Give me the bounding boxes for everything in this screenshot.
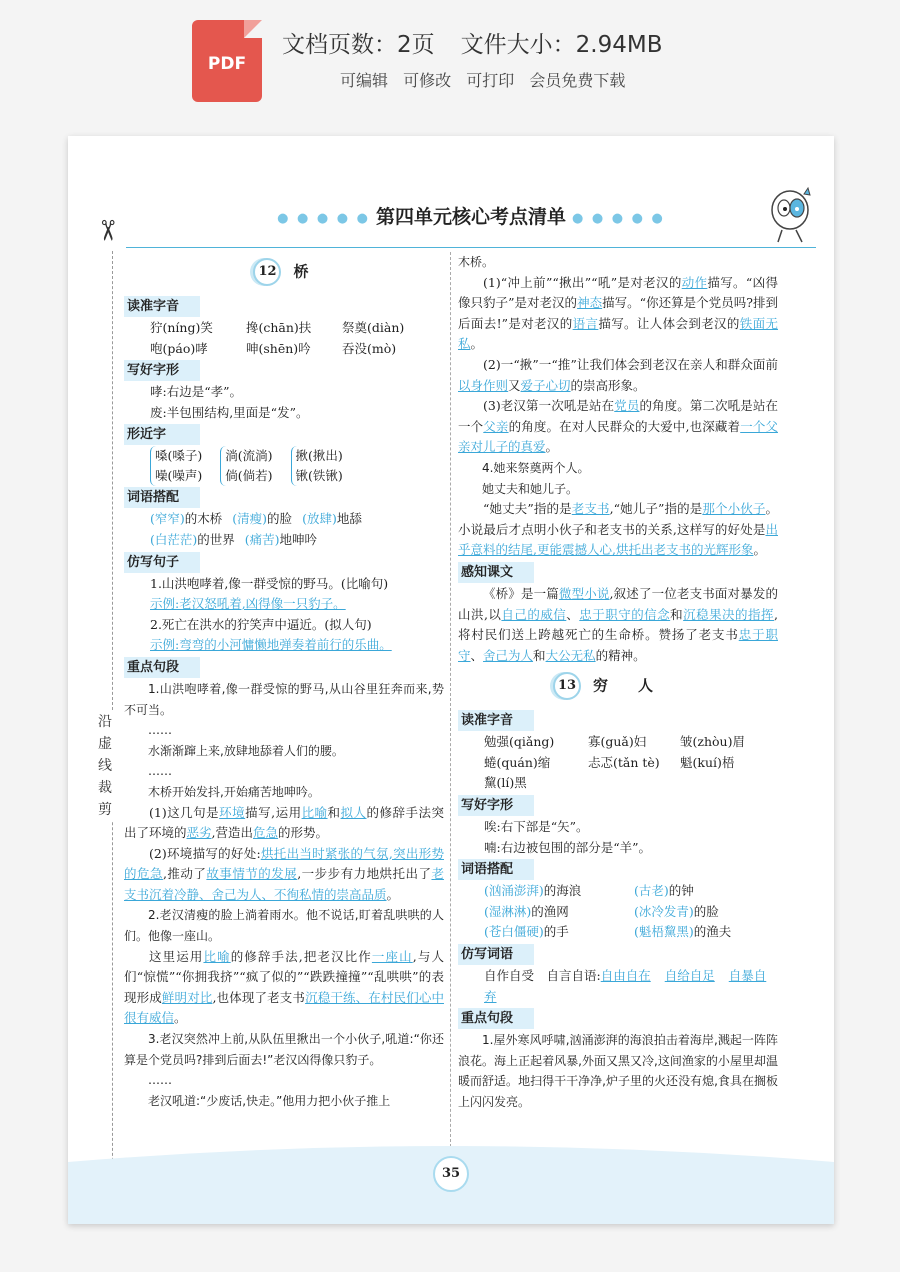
pdf-label: PDF xyxy=(207,54,247,74)
collocation-word: (苍白僵硬) xyxy=(484,924,544,940)
collocation-row xyxy=(124,509,444,530)
key-passage: 木桥开始发抖,开始痛苦地呻吟。 xyxy=(148,784,320,799)
answer-blank: 党员 xyxy=(614,398,640,414)
collocation-row xyxy=(124,530,444,551)
imitation-example: 示例:老汉怒吼着,凶得像一只豹子。 xyxy=(150,596,346,612)
analysis-text: ,与人们“惊慌”“你拥我挤”“疯了似的”“跌跌撞撞”“乱哄哄”的表现形成 xyxy=(124,948,444,1005)
collocation-word: (湿淋淋) xyxy=(484,903,532,919)
collocation-tail: 的脸 xyxy=(267,511,293,527)
analysis-text: ,营造出 xyxy=(211,825,254,841)
glyph-note: 喃:右边被包围的部分是“羊”。 xyxy=(484,839,651,855)
key-passage: 2.老汉清瘦的脸上淌着雨水。他不说话,盯着乱哄哄的人们。他像一座山。 xyxy=(124,908,444,944)
word-example: 自作自受 自言自语: xyxy=(484,968,601,984)
analysis-text: 。小说最后才点明小伙子和老支书的关系,这样写的好处是 xyxy=(458,501,778,537)
similar-item: 倘(倘若) xyxy=(225,468,273,484)
section-text-perception: 感知课文 xyxy=(458,562,534,583)
left-column xyxy=(124,252,444,1111)
answer-blank: 一座山 xyxy=(371,948,413,964)
ellipsis: …… xyxy=(148,723,172,738)
right-column xyxy=(458,252,778,1113)
answer-blank: 比喻 xyxy=(203,948,231,964)
answer-blank: 环境 xyxy=(219,804,246,820)
collocation-tail: 的钟 xyxy=(668,883,694,899)
analysis-text: ,一步步有力地烘托出了 xyxy=(297,866,432,882)
pron-item: 咆(páo)哮 xyxy=(150,340,208,356)
pronunciation-row xyxy=(124,318,444,339)
similar-item: 噪(噪声) xyxy=(155,468,203,484)
analysis-text: ,推动了 xyxy=(162,866,207,882)
banner-features xyxy=(340,68,635,91)
answer-blank: 一个父亲对儿子的真爱 xyxy=(458,418,778,455)
imitation-example: 示例:弯弯的小河慵懒地弹奏着前行的乐曲。 xyxy=(150,637,392,653)
analysis-text: (3)老汉第一次吼是站在 xyxy=(483,398,615,414)
pronunciation-row xyxy=(458,732,778,753)
imitation-prompt: 2.死亡在洪水的狞笑声中逼近。(拟人句) xyxy=(150,616,372,632)
collocation-tail: 地呻吟 xyxy=(279,531,318,547)
answer-blank: 那个小伙子 xyxy=(702,501,766,517)
answer-blank: 神态 xyxy=(577,295,603,311)
key-passage: 1.屋外寒风呼啸,汹涌澎湃的海浪拍击着海岸,溅起一阵阵浪花。海上正起着风暴,外面又黑又冷,这间渔家的小屋里却温暖而舒适。地扫得干干净净,炉子里的火还没有熄,食具在搁板上闪闪发亮。 xyxy=(458,1033,778,1109)
document-page xyxy=(68,136,834,1224)
banner-title xyxy=(282,26,688,59)
analysis-text: 和 xyxy=(670,606,684,622)
analysis-paragraph xyxy=(458,396,778,458)
collocation-word: (窄窄) xyxy=(150,511,185,527)
section-key-passages: 重点句段 xyxy=(124,657,200,678)
answer-blank: 老支书 xyxy=(571,501,610,517)
answer-blank: 自给自足 xyxy=(664,968,715,984)
feature-editable: 可编辑 xyxy=(340,71,389,90)
pronunciation-row xyxy=(458,773,778,794)
answer-blank: 老支书沉着冷静、舍己为人、不徇私情的崇高品质 xyxy=(124,866,444,902)
ellipsis: …… xyxy=(148,764,172,779)
collocation-tail: 的海浪 xyxy=(543,883,582,899)
lesson-number-badge: 13 xyxy=(553,672,581,700)
analysis-paragraph xyxy=(458,355,778,396)
glyph-note: 唉:右下部是“矢”。 xyxy=(484,819,589,835)
analysis-text: 描写。“凶得像只豹子”是对老汉的 xyxy=(458,274,778,311)
similar-group xyxy=(220,446,272,486)
feature-printable: 可打印 xyxy=(466,71,515,90)
pron-item: 祭奠(diàn) xyxy=(342,320,405,335)
analysis-text: 又 xyxy=(508,377,521,393)
answer-blank: 拟人 xyxy=(340,804,367,820)
similar-item: 锹(铁锹) xyxy=(295,468,343,484)
analysis-text: 的精神。 xyxy=(595,647,646,663)
analysis-text: 描写。“你还算是个党员吗?排到后面去!”是对老汉的 xyxy=(458,295,778,331)
download-banner xyxy=(0,0,900,130)
analysis-text: ,“她儿子”指的是 xyxy=(609,501,703,517)
similar-item: 嗓(嗓子) xyxy=(155,448,203,464)
pron-item: 寡(guǎ)妇 xyxy=(588,734,647,750)
analysis-text: 和 xyxy=(327,804,341,820)
key-passage: 3.老汉突然冲上前,从队伍里揪出一个小伙子,吼道:“你还算是个党员吗?排到后面去!”老汉凶得像只豹子。 xyxy=(124,1032,444,1067)
answer-blank: 大公无私 xyxy=(545,647,596,663)
page-title xyxy=(126,202,816,229)
collocation-tail: 的渔网 xyxy=(531,903,569,919)
pdf-file-icon[interactable] xyxy=(192,20,262,102)
answer-blank: 沉稳果决的指挥 xyxy=(683,606,774,622)
key-passage: 1.山洪咆哮着,像一群受惊的野马,从山谷里狂奔而来,势不可当。 xyxy=(124,681,444,717)
imitation-prompt: 1.山洪咆哮着,像一群受惊的野马。(比喻句) xyxy=(150,575,389,591)
analysis-paragraph xyxy=(124,844,444,906)
analysis-text: 。 xyxy=(386,886,400,902)
pdf-fold-corner xyxy=(244,20,262,38)
dots-decoration-left: ● ● ● ● ● xyxy=(277,210,370,226)
analysis-text: 。 xyxy=(753,542,766,558)
answer-blank: 恶劣 xyxy=(186,825,212,841)
answer-blank: 自暴自弃 xyxy=(484,968,767,1004)
cut-instruction: 沿虚线裁剪 xyxy=(96,711,114,821)
ellipsis: …… xyxy=(148,1073,172,1088)
collocation-tail: 的世界 xyxy=(197,531,235,547)
pron-item: 搀(chān)扶 xyxy=(246,320,312,335)
analysis-text: ,叙述了一位老支书面对暴发的山洪,以 xyxy=(458,585,778,622)
lesson-name: 桥 xyxy=(293,262,315,281)
section-imitation: 仿写句子 xyxy=(124,552,200,573)
key-passage: 水渐渐蹿上来,放肆地舔着人们的腰。 xyxy=(148,743,344,758)
collocation-word: (冰冷发青) xyxy=(634,903,694,919)
analysis-text: 。 xyxy=(470,336,484,352)
page-title-text: 第四单元核心考点清单 xyxy=(375,206,566,228)
feature-modifiable: 可修改 xyxy=(403,71,452,90)
pron-item: 忐忑(tǎn tè) xyxy=(588,754,660,770)
collocation-word: (白茫茫) xyxy=(150,531,198,547)
answer-blank: 鲜明对比 xyxy=(161,989,213,1005)
analysis-text: 这里运用 xyxy=(149,948,204,964)
collocation-tail: 的脸 xyxy=(693,903,719,919)
collocation-row xyxy=(458,922,778,943)
answer-blank: 动作 xyxy=(681,274,708,290)
pron-item: 黧(lí)黑 xyxy=(484,775,527,791)
collocation-word: (痛苦) xyxy=(244,531,280,547)
section-pronunciation: 读准字音 xyxy=(124,296,200,317)
answer-blank: 危急 xyxy=(253,825,279,841)
pronunciation-row xyxy=(458,753,778,774)
analysis-text: (2)环境描写的好处: xyxy=(149,845,261,861)
analysis-text: 的角度。在对人民群众的大爱中,也深藏着 xyxy=(508,418,741,434)
analysis-text: (1)“冲上前”“揪出”“吼”是对老汉的 xyxy=(483,274,682,290)
answer-blank: 父亲 xyxy=(483,418,509,434)
answer-blank: 忠于职守 xyxy=(458,627,778,663)
similar-item: 揪(揪出) xyxy=(295,448,343,464)
answer-blank: 爱子心切 xyxy=(520,377,571,393)
scissors-icon: ✂ xyxy=(91,218,125,243)
answer-blank: 铁面无私 xyxy=(458,315,778,352)
analysis-text: 。 xyxy=(174,1010,187,1026)
lesson-13-heading xyxy=(458,672,778,702)
analysis-paragraph xyxy=(124,803,444,844)
section-similar-chars: 形近字 xyxy=(124,424,200,445)
collocation-word: (清瘦) xyxy=(232,511,268,527)
lesson-name: 穷人 xyxy=(592,676,683,695)
collocation-tail: 的木桥 xyxy=(184,511,223,527)
answer-blank: 微型小说 xyxy=(558,585,610,601)
answer-blank: 以身作则 xyxy=(458,377,509,393)
word-imitation-row xyxy=(458,966,778,1007)
pron-item: 皱(zhòu)眉 xyxy=(680,734,745,750)
header-rule xyxy=(126,247,816,248)
answer-blank: 烘托出当时紧张的气氛,突出形势的危急 xyxy=(124,845,444,882)
section-key-passages: 重点句段 xyxy=(458,1008,534,1029)
section-pronunciation: 读准字音 xyxy=(458,710,534,731)
page-count: 文档页数：2页 xyxy=(282,32,435,58)
analysis-paragraph xyxy=(124,947,444,1029)
analysis-text: ,也体现了老支书 xyxy=(212,989,306,1005)
pron-item: 吞没(mò) xyxy=(342,340,397,356)
answer-blank: 忠于职守的信念 xyxy=(579,606,671,622)
analysis-text: 的修辞手法,把老汉比作 xyxy=(230,948,372,964)
key-passage: 老汉吼道:“少废话,快走。”他用力把小伙子推上 xyxy=(148,1093,391,1108)
collocation-word: (汹涌澎湃) xyxy=(484,883,544,899)
pron-item: 勉强(qiǎng) xyxy=(484,734,555,750)
analysis-text: ,将村民们送上跨越死亡的生命桥。赞扬了老支书 xyxy=(458,606,778,643)
answer-blank: 比喻 xyxy=(301,804,328,820)
analysis-paragraph xyxy=(458,273,778,355)
answer-blank: 舍己为人 xyxy=(483,647,534,663)
key-passage-continued: 木桥。 xyxy=(458,255,495,269)
pron-item: 蜷(quán)缩 xyxy=(484,754,551,770)
lesson-number-badge: 12 xyxy=(253,258,281,286)
analysis-text: 描写。让人体会到老汉的 xyxy=(598,315,740,331)
analysis-paragraph xyxy=(458,499,778,561)
analysis-text: 的修辞手法突出了环境的 xyxy=(124,804,444,841)
similar-item: 淌(流淌) xyxy=(225,448,273,464)
collocation-tail: 地舔 xyxy=(336,511,362,527)
analysis-text: 的角度。第二次吼是站在一个 xyxy=(458,398,778,434)
page-number: 35 xyxy=(433,1156,469,1192)
answer-blank: 故事情节的发展 xyxy=(206,866,298,882)
analysis-text: 《桥》是一篇 xyxy=(483,585,559,601)
answer-blank: 自由自在 xyxy=(600,968,651,984)
key-passage: 她丈夫和她儿子。 xyxy=(482,481,579,496)
page-header xyxy=(126,198,816,248)
analysis-text: (1)这几句是 xyxy=(149,804,220,820)
key-passage: 4.她来祭奠两个人。 xyxy=(482,460,590,475)
analysis-text: 和 xyxy=(533,647,546,663)
similar-group xyxy=(150,446,202,486)
answer-blank: 沉稳干练、在村民们心中很有威信 xyxy=(124,989,444,1026)
pron-item: 狞(níng)笑 xyxy=(150,320,213,335)
mascot-icon xyxy=(764,186,816,246)
collocation-word: (放肆) xyxy=(302,511,337,527)
feature-member-download[interactable]: 会员免费下载 xyxy=(529,71,626,90)
analysis-text: “她丈夫”指的是 xyxy=(483,501,572,517)
similar-chars-groups xyxy=(124,446,444,486)
column-divider xyxy=(450,252,451,1162)
summary-paragraph xyxy=(458,584,778,666)
section-glyph: 写好字形 xyxy=(458,795,534,816)
file-size: 文件大小：2.94MB xyxy=(460,32,663,58)
cut-guide xyxy=(68,206,130,1206)
analysis-text: (2)一“揪”一“推”让我们体会到老汉在亲人和群众面前 xyxy=(483,356,778,372)
analysis-text: 、 xyxy=(470,647,484,663)
analysis-text: 的崇高形象。 xyxy=(570,377,646,393)
collocation-word: (古老) xyxy=(634,883,669,899)
collocation-row xyxy=(458,902,778,923)
pron-item: 呻(shēn)吟 xyxy=(246,340,311,356)
analysis-text: 的形势。 xyxy=(278,825,329,841)
collocation-row xyxy=(458,881,778,902)
analysis-text: 。 xyxy=(545,439,559,455)
section-collocation: 词语搭配 xyxy=(124,487,200,508)
dots-decoration-right: ● ● ● ● ● xyxy=(572,210,665,226)
section-glyph: 写好字形 xyxy=(124,360,200,381)
section-word-imitation: 仿写词语 xyxy=(458,944,534,965)
similar-group xyxy=(291,446,343,486)
glyph-note: 哮:右边是“孝”。 xyxy=(150,384,242,400)
analysis-text: 、 xyxy=(566,606,580,622)
collocation-word: (魁梧黧黑) xyxy=(634,924,694,940)
lesson-12-heading xyxy=(124,258,444,288)
section-collocation: 词语搭配 xyxy=(458,859,534,880)
collocation-tail: 的手 xyxy=(543,924,569,940)
pronunciation-row xyxy=(124,339,444,360)
answer-blank: 语言 xyxy=(572,315,599,331)
answer-blank: 出乎意料的结尾,更能震撼人心,烘托出老支书的光辉形象 xyxy=(458,521,778,558)
page-footer xyxy=(68,1162,834,1224)
answer-blank: 自己的威信 xyxy=(501,606,567,622)
glyph-note: 废:半包围结构,里面是“发”。 xyxy=(150,404,309,420)
analysis-text: 描写,运用 xyxy=(245,804,302,820)
pron-item: 魁(kuí)梧 xyxy=(680,754,735,770)
collocation-tail: 的渔夫 xyxy=(693,924,732,940)
